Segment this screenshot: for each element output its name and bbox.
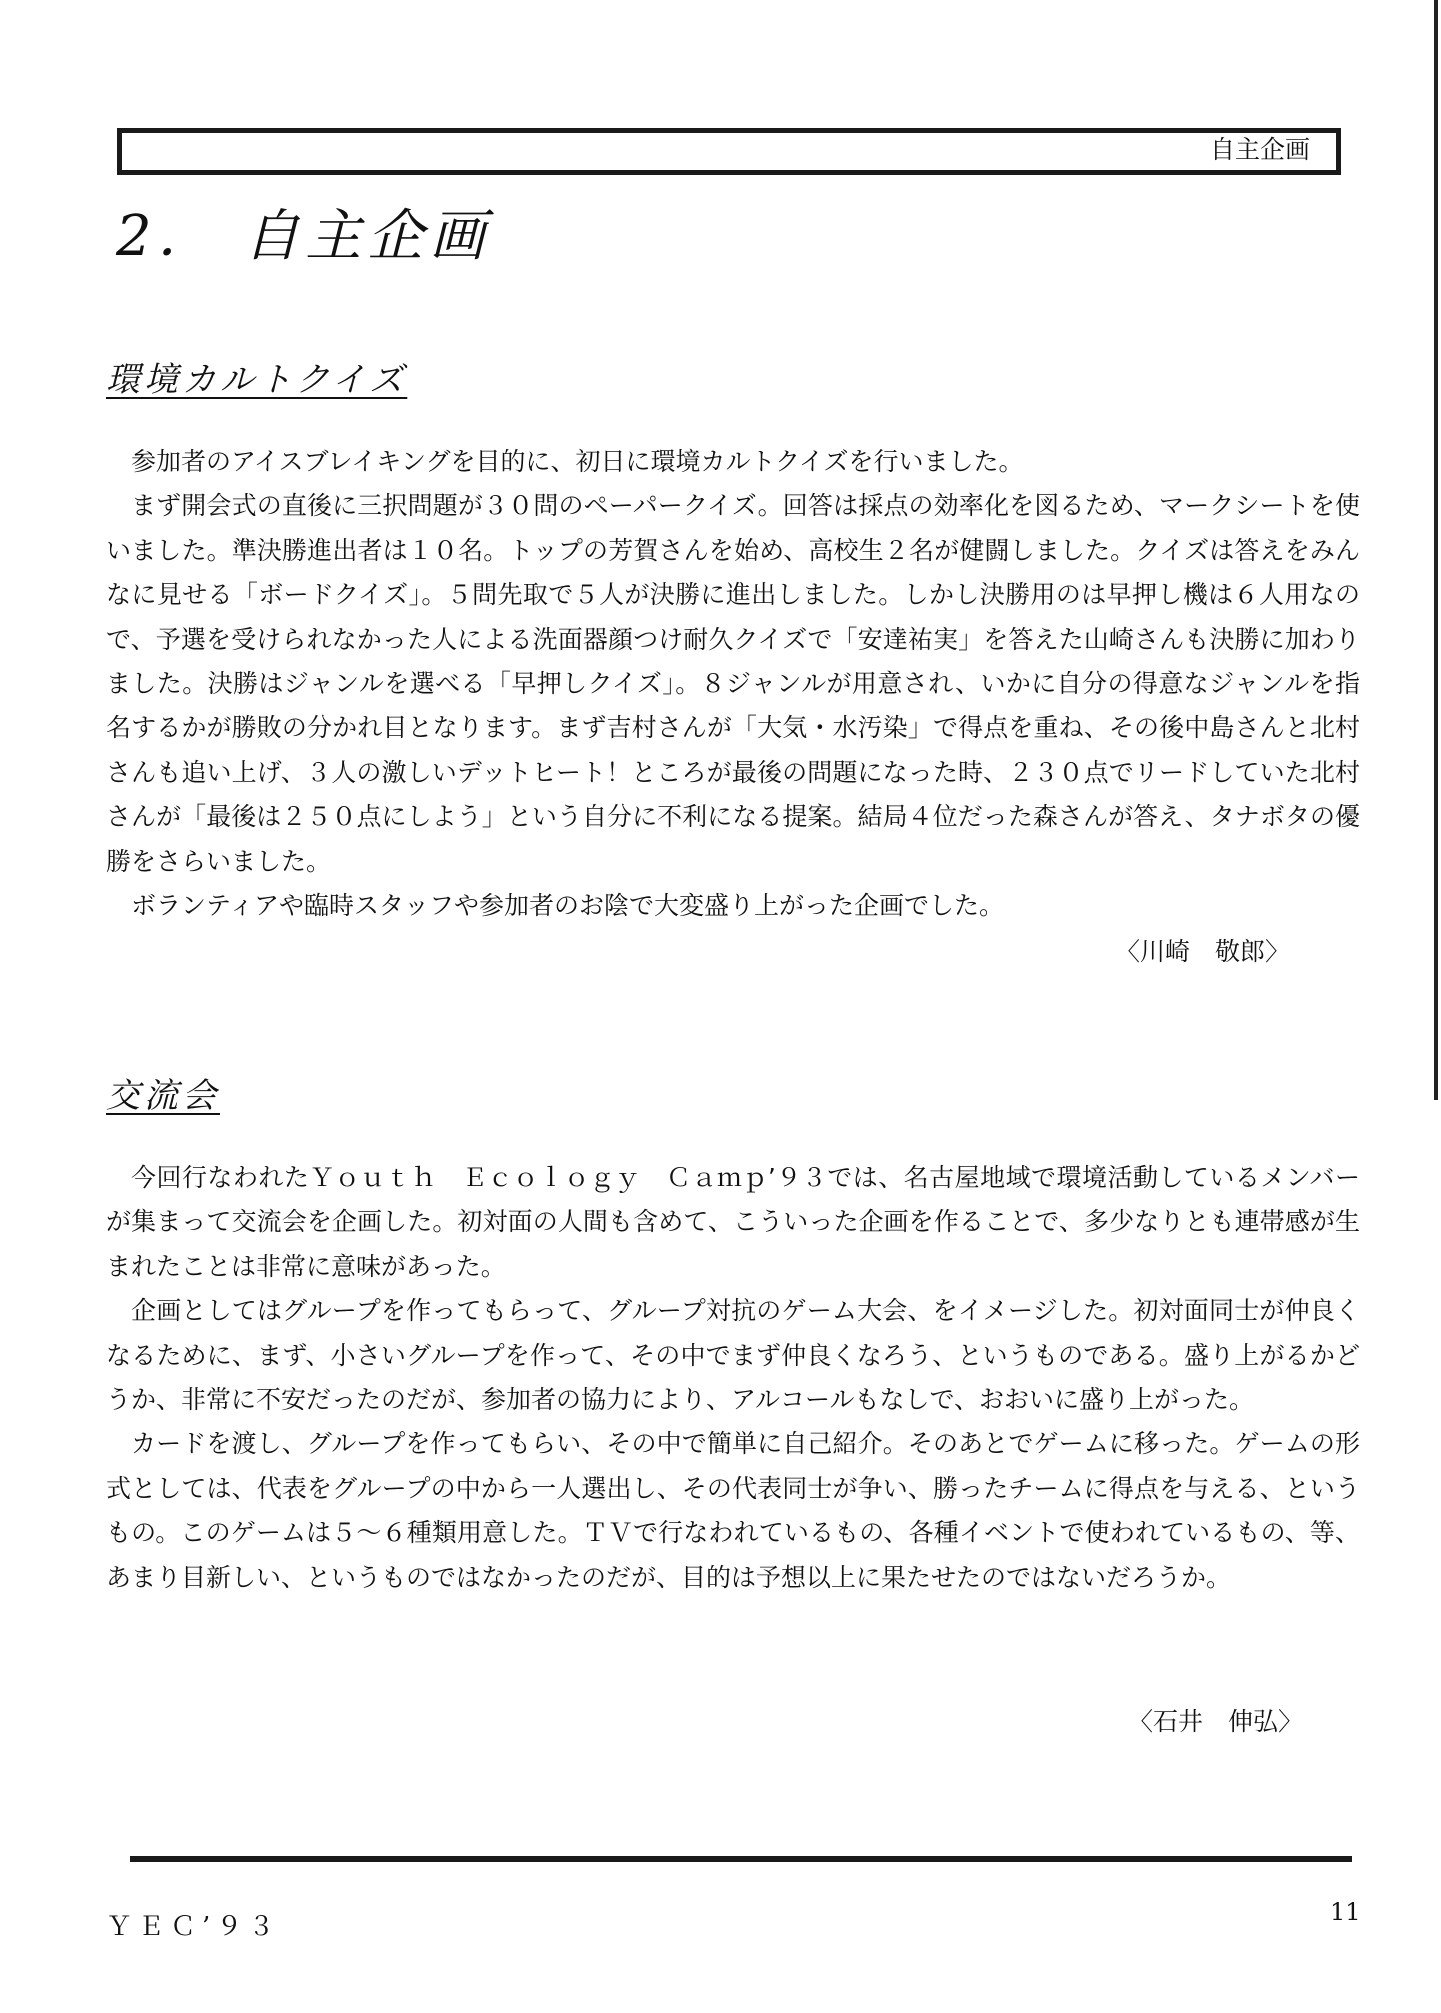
- paragraph: ボランティアや臨時スタッフや参加者のお陰で大変盛り上がった企画でした。: [131, 891, 1005, 921]
- article-heading-exchange: 交流会: [106, 1076, 220, 1116]
- paragraph: 参加者のアイスブレイキングを目的に、初日に環境カルトクイズを行いました。: [131, 447, 1024, 476]
- page-number: 11: [1330, 1898, 1361, 1926]
- header-label: 自主企画: [1209, 135, 1310, 164]
- paragraph: 企画としてはグループを作ってもらって、グループ対抗のゲーム大会、をイメージした。初対面同士が仲良くなるために、まず、小さいグループを作って、その中でまず仲良くなろう、というものである。盛り上がるかどうか、非常に不安だったのだが、参加者の協力により、アルコールもなしで、おおいに盛り上がった。: [106, 1296, 1360, 1415]
- header-bracket-right: [1336, 128, 1341, 175]
- article-heading-quiz: 環境カルトクイズ: [106, 360, 408, 400]
- paragraph: まず開会式の直後に三択問題が３０問のペーパークイズ。回答は採点の効率化を図るため、マークシートを使いました。準決勝進出者は１０名。トップの芳賀さんを始め、高校生２名が健闘しました。クイズは答えをみんなに見せる「ボードクイズ」。５問先取で５人が決勝に進出しました。しかし決勝用のは早押し機は６人用なので、予選を受けられなかった人による洗面器顔つけ耐久クイズで「安達祐実」を答えた山崎さんも決勝に加わりました。決勝はジャンルを選べる「早押しクイズ」。８ジャンルが用意され、いかに自分の得意なジャンルを指名するかが勝敗の分かれ目となります。まず吉村さんが「大気・水汚染」で得点を重ね、その後中島さんと北村さんも追い上げ、３人の激しいデットヒート！ところが最後の問題になった時、２３０点でリードしていた北村さんが「最後は２５０点にしよう」という自分に不利になる提案。結局４位だった森さんが答え、タナボタの優勝をさらいました。: [106, 491, 1360, 876]
- footer-publication: ＹＥＣ’９３: [106, 1912, 281, 1942]
- paragraph: カードを渡し、グループを作ってもらい、その中で簡単に自己紹介。そのあとでゲームに移った。ゲームの形式としては、代表をグループの中から一人選出し、その代表同士が争い、勝ったチームに得点を与える、というもの。このゲームは５～６種類用意した。ＴＶで行なわれているもの、各種イベントで使われているもの、等、あまり目新しい、というものではなかったのだが、目的は予想以上に果たせたのではないだろうか。: [106, 1429, 1360, 1592]
- header-bracket-bottom: [117, 170, 1341, 175]
- author-quiz: 〈川崎 敬郎〉: [1115, 937, 1291, 966]
- header-bracket-top: [117, 128, 1341, 133]
- scan-edge-line: [1434, 0, 1438, 1100]
- article-body-exchange: [106, 1156, 1360, 1600]
- author-exchange: 〈石井 伸弘〉: [1128, 1707, 1304, 1736]
- section-title: 2． 自主企画: [116, 204, 492, 269]
- paragraph: 今回行なわれたＹｏｕｔｈ Ｅｃｏｌｏｇｙ Ｃａｍｐ’９３では、名古屋地域で環境活動しているメンバーが集まって交流会を企画した。初対面の人間も含めて、こういった企画を作ることで、多少なりとも連帯感が生まれたことは非常に意味があった。: [106, 1163, 1360, 1281]
- article-body-quiz: [106, 440, 1360, 928]
- header-bracket-left: [117, 128, 122, 175]
- footer-rule: [130, 1856, 1352, 1862]
